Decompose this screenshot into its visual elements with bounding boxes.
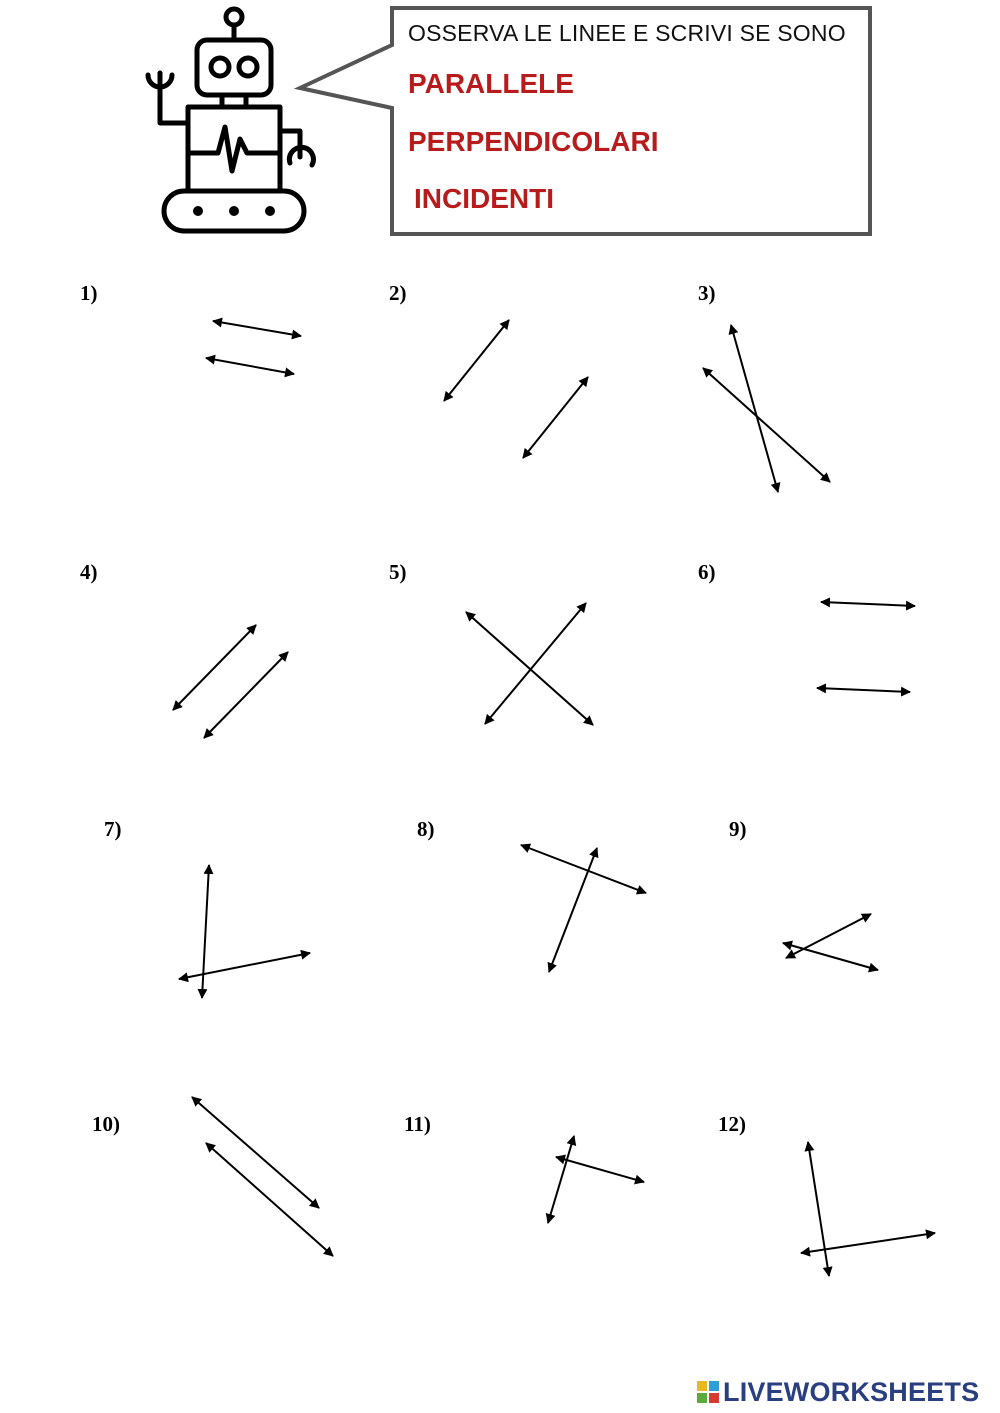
line-1a <box>213 321 301 336</box>
line-9b <box>783 943 878 970</box>
line-6a <box>821 602 915 606</box>
line-11b <box>556 1157 644 1182</box>
line-12a <box>808 1142 829 1276</box>
line-8a <box>521 845 646 893</box>
option-perpendicolari: PERPENDICOLARI <box>408 126 659 157</box>
exercise-number: 11) <box>404 1112 431 1136</box>
option-incidenti: INCIDENTI <box>414 183 554 214</box>
exercise-number: 7) <box>104 817 122 841</box>
exercise-number: 1) <box>80 281 98 305</box>
exercise-number: 4) <box>80 560 98 584</box>
line-9a <box>786 914 871 958</box>
instruction-text: OSSERVA LE LINEE E SCRIVI SE SONO <box>408 20 846 46</box>
line-11a <box>548 1136 574 1223</box>
line-5a <box>466 612 593 725</box>
exercise-number: 3) <box>698 281 716 305</box>
line-12b <box>801 1233 935 1253</box>
exercise-number: 8) <box>417 817 435 841</box>
line-8b <box>549 848 597 972</box>
exercise-number: 2) <box>389 281 407 305</box>
line-2b <box>523 377 588 458</box>
option-parallele: PARALLELE <box>408 68 574 99</box>
line-7b <box>179 953 310 979</box>
line-3b <box>703 368 830 482</box>
line-3a <box>731 325 778 492</box>
exercise-number: 5) <box>389 560 407 584</box>
line-6b <box>817 688 910 692</box>
exercise-number: 10) <box>92 1112 120 1136</box>
liveworksheets-logo: LIVEWORKSHEETS <box>723 1377 980 1407</box>
exercise-number: 9) <box>729 817 747 841</box>
exercise-number: 6) <box>698 560 716 584</box>
line-10a <box>192 1097 319 1208</box>
line-1b <box>206 358 294 374</box>
line-2a <box>444 320 509 401</box>
line-10b <box>206 1143 333 1256</box>
exercise-number: 12) <box>718 1112 746 1136</box>
line-7a <box>202 865 209 998</box>
